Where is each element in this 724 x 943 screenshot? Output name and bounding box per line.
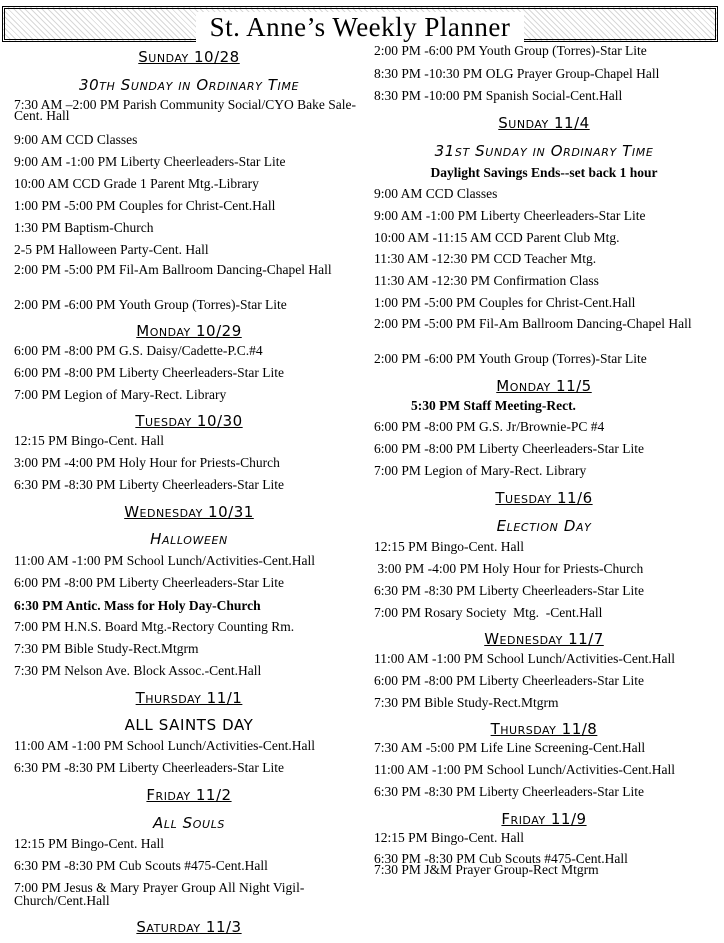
event-line: 6:30 PM -8:30 PM Liberty Cheerleaders-Star Lite bbox=[14, 760, 284, 775]
event-line: 10:00 AM CCD Grade 1 Parent Mtg.-Library bbox=[14, 176, 259, 191]
event-line: 11:00 AM -1:00 PM School Lunch/Activities-Cent.Hall bbox=[14, 553, 315, 568]
event-line: 11:30 AM -12:30 PM CCD Teacher Mtg. bbox=[374, 251, 597, 266]
event-line: 7:30 PM Bible Study-Rect.Mtgrm bbox=[374, 695, 559, 710]
event-line: 2:00 PM -5:00 PM Fil-Am Ballroom Dancing-Chapel Hall bbox=[14, 262, 332, 277]
event-line: 12:15 PM Bingo-Cent. Hall bbox=[374, 830, 525, 845]
day-heading-saturday-11-3: Saturday 11/3 bbox=[136, 918, 242, 936]
day-heading-sunday-10-28: Sunday 10/28 bbox=[138, 48, 240, 66]
feast-heading: 31st Sunday in Ordinary Time bbox=[434, 142, 654, 160]
event-line: 2:00 PM -5:00 PM Fil-Am Ballroom Dancing-Chapel Hall bbox=[374, 316, 692, 331]
event-line: 2:00 PM -6:00 PM Youth Group (Torres)-Star Lite bbox=[14, 297, 287, 312]
event-line: 2:00 PM -6:00 PM Youth Group (Torres)-Star Lite bbox=[374, 351, 647, 366]
event-line: 2-5 PM Halloween Party-Cent. Hall bbox=[14, 242, 209, 257]
day-heading-tuesday-10-30: Tuesday 10/30 bbox=[135, 412, 243, 430]
event-line: 7:00 PM Legion of Mary-Rect. Library bbox=[14, 387, 227, 402]
event-line: 11:30 AM -12:30 PM Confirmation Class bbox=[374, 273, 599, 288]
event-line: 6:30 PM Antic. Mass for Holy Day-Church bbox=[14, 598, 261, 613]
event-line: 8:30 PM -10:30 PM OLG Prayer Group-Chapel Hall bbox=[374, 66, 660, 81]
event-line: 5:30 PM Staff Meeting-Rect. bbox=[411, 398, 576, 413]
notice-line: Daylight Savings Ends--set back 1 hour bbox=[430, 165, 658, 180]
event-line: 7:30 AM –2:00 PM Parish Community Social/CYO Bake Sale- Cent. Hall bbox=[14, 97, 357, 123]
event-line: 1:30 PM Baptism-Church bbox=[14, 220, 154, 235]
feast-heading: Halloween bbox=[150, 530, 228, 548]
event-line: 9:00 AM CCD Classes bbox=[14, 132, 138, 147]
event-line: 1:00 PM -5:00 PM Couples for Christ-Cent.Hall bbox=[14, 198, 276, 213]
feast-heading: All Souls bbox=[152, 814, 226, 832]
day-heading-monday-10-29: Monday 10/29 bbox=[136, 322, 242, 340]
event-line: 6:00 PM -8:00 PM G.S. Jr/Brownie-PC #4 bbox=[374, 419, 605, 434]
event-line: 3:00 PM -4:00 PM Holy Hour for Priests-Church bbox=[374, 561, 644, 576]
event-line: 7:30 PM J&M Prayer Group-Rect Mtgrm bbox=[374, 862, 599, 877]
day-heading-friday-11-9: Friday 11/9 bbox=[501, 810, 587, 828]
day-heading-tuesday-11-6: Tuesday 11/6 bbox=[495, 489, 593, 507]
day-heading-thursday-11-1: Thursday 11/1 bbox=[135, 689, 243, 707]
event-line: 7:30 PM Bible Study-Rect.Mtgrm bbox=[14, 641, 199, 656]
feast-heading: ALL SAINTS DAY bbox=[124, 716, 254, 734]
event-line: 6:00 PM -8:00 PM Liberty Cheerleaders-Star Lite bbox=[14, 575, 284, 590]
event-line: 8:30 PM -10:00 PM Spanish Social-Cent.Hall bbox=[374, 88, 623, 103]
event-line: 6:30 PM -8:30 PM Liberty Cheerleaders-Star Lite bbox=[14, 477, 284, 492]
event-line: 12:15 PM Bingo-Cent. Hall bbox=[14, 836, 165, 851]
event-line: 11:00 AM -1:00 PM School Lunch/Activities-Cent.Hall bbox=[14, 738, 315, 753]
day-heading-monday-11-5: Monday 11/5 bbox=[496, 377, 592, 395]
event-line: 6:30 PM -8:30 PM Liberty Cheerleaders-Star Lite bbox=[374, 583, 644, 598]
event-line: 7:30 PM Nelson Ave. Block Assoc.-Cent.Hall bbox=[14, 663, 262, 678]
event-line: 12:15 PM Bingo-Cent. Hall bbox=[14, 433, 165, 448]
event-line: 11:00 AM -1:00 PM School Lunch/Activities-Cent.Hall bbox=[374, 762, 675, 777]
event-line: 7:30 AM -5:00 PM Life Line Screening-Cent.Hall bbox=[374, 740, 646, 755]
event-line: 1:00 PM -5:00 PM Couples for Christ-Cent.Hall bbox=[374, 295, 636, 310]
event-line: 7:00 PM Jesus & Mary Prayer Group All Night Vigil-Church/Cent.Hall bbox=[14, 880, 305, 908]
event-line: 7:00 PM Rosary Society Mtg. -Cent.Hall bbox=[374, 605, 603, 620]
event-line: 7:00 PM Legion of Mary-Rect. Library bbox=[374, 463, 587, 478]
feast-heading: Election Day bbox=[496, 517, 592, 535]
page-title: St. Anne’s Weekly Planner bbox=[196, 12, 525, 42]
title-banner bbox=[2, 6, 718, 42]
event-line: 6:30 PM -8:30 PM Cub Scouts #475-Cent.Hall bbox=[374, 851, 628, 866]
day-heading-friday-11-2: Friday 11/2 bbox=[146, 786, 232, 804]
event-line: 9:00 AM -1:00 PM Liberty Cheerleaders-Star Lite bbox=[374, 208, 646, 223]
event-line: 6:00 PM -8:00 PM Liberty Cheerleaders-Star Lite bbox=[374, 441, 644, 456]
day-heading-thursday-11-8: Thursday 11/8 bbox=[490, 720, 598, 738]
event-line: 6:30 PM -8:30 PM Liberty Cheerleaders-Star Lite bbox=[374, 784, 644, 799]
event-line: 9:00 AM -1:00 PM Liberty Cheerleaders-Star Lite bbox=[14, 154, 286, 169]
day-heading-sunday-11-4: Sunday 11/4 bbox=[498, 114, 590, 132]
event-line: 6:00 PM -8:00 PM G.S. Daisy/Cadette-P.C.#4 bbox=[14, 343, 263, 358]
event-line: 9:00 AM CCD Classes bbox=[374, 186, 498, 201]
event-line: 6:00 PM -8:00 PM Liberty Cheerleaders-Star Lite bbox=[374, 673, 644, 688]
event-line: 12:15 PM Bingo-Cent. Hall bbox=[374, 539, 525, 554]
feast-heading: 30th Sunday in Ordinary Time bbox=[78, 76, 300, 94]
event-line: 2:00 PM -6:00 PM Youth Group (Torres)-Star Lite bbox=[374, 43, 647, 58]
event-line: 7:00 PM H.N.S. Board Mtg.-Rectory Counting Rm. bbox=[14, 619, 295, 634]
event-line: 11:00 AM -1:00 PM School Lunch/Activities-Cent.Hall bbox=[374, 651, 675, 666]
day-heading-wednesday-10-31: Wednesday 10/31 bbox=[124, 503, 254, 521]
event-line: 3:00 PM -4:00 PM Holy Hour for Priests-Church bbox=[14, 455, 280, 470]
event-line: 6:30 PM -8:30 PM Cub Scouts #475-Cent.Hall bbox=[14, 858, 268, 873]
day-heading-wednesday-11-7: Wednesday 11/7 bbox=[484, 630, 604, 648]
event-line: 10:00 AM -11:15 AM CCD Parent Club Mtg. bbox=[374, 230, 620, 245]
event-line: 6:00 PM -8:00 PM Liberty Cheerleaders-Star Lite bbox=[14, 365, 284, 380]
